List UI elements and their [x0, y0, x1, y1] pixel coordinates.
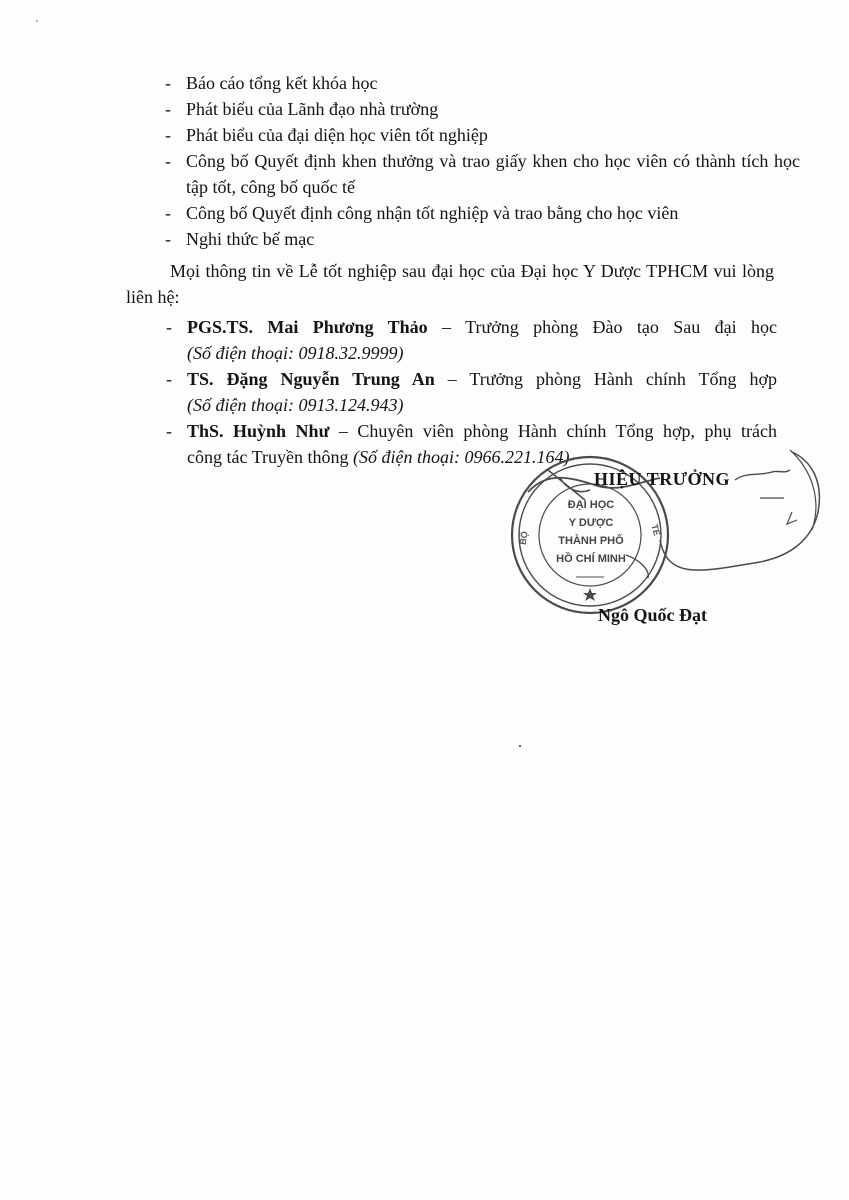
contact-name: PGS.TS. Mai Phương Thảo: [187, 317, 428, 337]
signature-stroke: [790, 450, 816, 530]
seal-line: THÀNH PHỐ: [558, 535, 624, 547]
signer-name: Ngô Quốc Đạt: [598, 605, 707, 625]
bullet-dash: -: [166, 421, 172, 441]
bullet-dash: -: [165, 203, 171, 223]
agenda-item-text: Công bố Quyết định khen thưởng và trao giấy khen cho học viên có thành tích học tập tốt, công bố quốc tế: [186, 151, 800, 197]
contact-role-continued: công tác Truyền thông: [187, 447, 353, 467]
seal-side-right: TẾ: [649, 523, 663, 537]
signature-stroke: [787, 512, 797, 524]
bullet-dash: -: [165, 73, 171, 93]
contact-phone: (Số điện thoại: 0966.221.164): [353, 447, 570, 467]
scan-speck: [519, 745, 521, 747]
contact-role: – Trưởng phòng Hành chính Tổng hợp: [434, 369, 777, 389]
seal-line: HỒ CHÍ MINH: [556, 553, 626, 565]
contact-role: – Trưởng phòng Đào tạo Sau đại học: [427, 317, 777, 337]
agenda-item-text: Phát biểu của Lãnh đạo nhà trường: [186, 99, 439, 119]
scan-speck: [36, 20, 38, 22]
bullet-dash: -: [165, 125, 171, 145]
contact-name: ThS. Huỳnh Như: [187, 421, 330, 441]
signature-title: HIỆU TRƯỞNG: [594, 469, 731, 489]
bullet-dash: -: [166, 369, 172, 389]
signature-stroke: [735, 470, 790, 480]
bullet-dash: -: [166, 317, 172, 337]
seal-side-left: BỘ: [517, 530, 530, 546]
seal-star-icon: [583, 588, 597, 601]
agenda-item-text: Nghi thức bế mạc: [186, 229, 315, 249]
contact-phone: (Số điện thoại: 0913.124.943): [187, 395, 404, 415]
seal-line: Y DƯỢC: [568, 517, 614, 529]
contact-name: TS. Đặng Nguyễn Trung An: [187, 369, 435, 389]
contact-phone: (Số điện thoại: 0918.32.9999): [187, 343, 404, 363]
bullet-dash: -: [165, 99, 171, 119]
contact-role: – Chuyên viên phòng Hành chính Tổng hợp, phụ trách: [329, 421, 777, 441]
agenda-item-text: Báo cáo tổng kết khóa học: [186, 73, 378, 93]
seal-line: ĐẠI HỌC: [567, 499, 615, 511]
seal-text-group: [539, 496, 643, 568]
bullet-dash: -: [165, 229, 171, 249]
agenda-item-text: Phát biểu của đại diện học viên tốt nghiệp: [186, 125, 488, 145]
contact-intro: Mọi thông tin về Lễ tốt nghiệp sau đại học của Đại học Y Dược TPHCM vui lòng liên hệ:: [126, 261, 774, 307]
bullet-dash: -: [165, 151, 171, 171]
agenda-item-text: Công bố Quyết định công nhận tốt nghiệp và trao bằng cho học viên: [186, 203, 679, 223]
